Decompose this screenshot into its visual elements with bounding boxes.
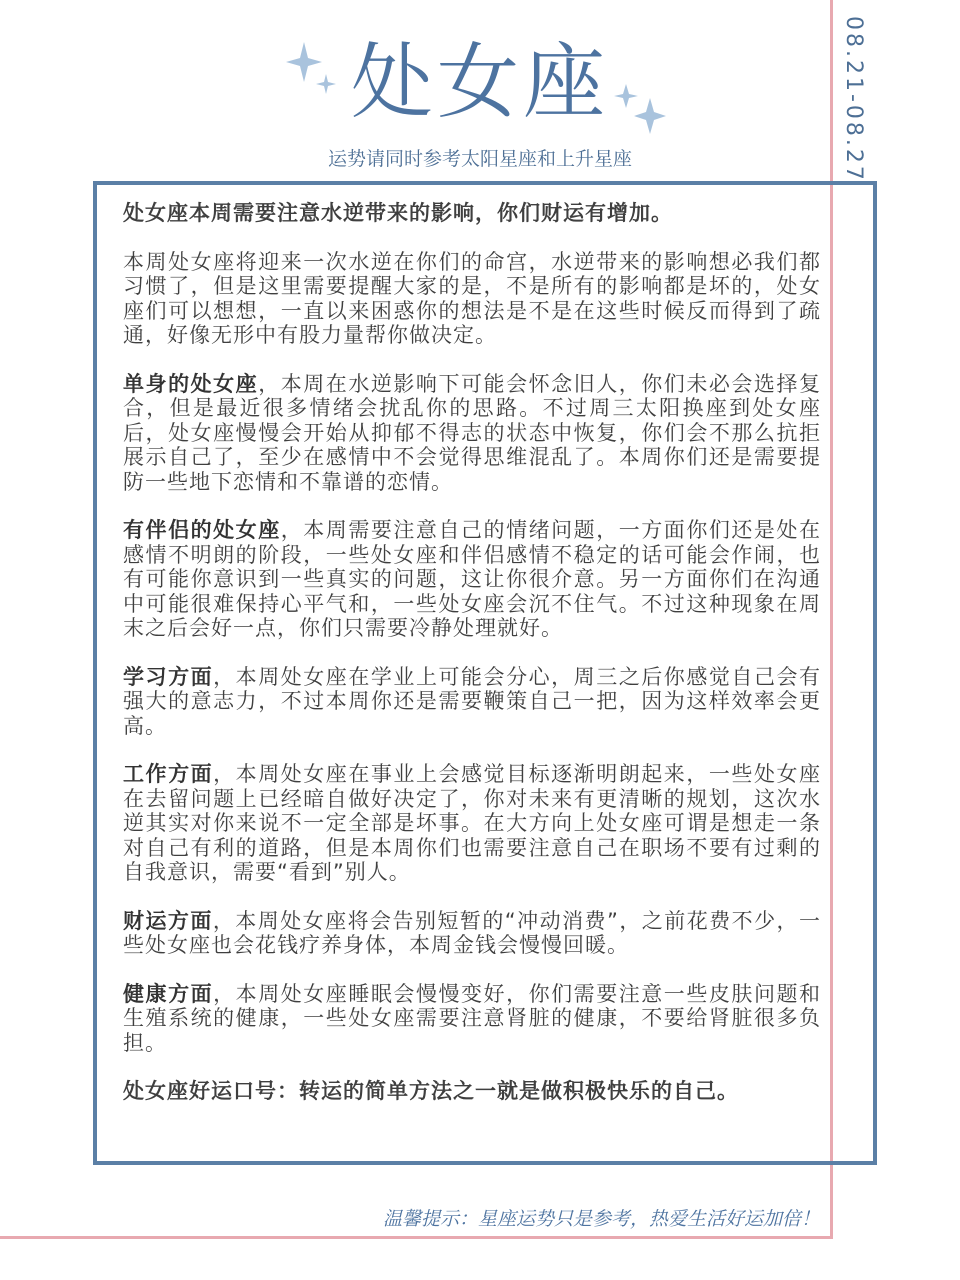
section-text: ，本周处女座将会告别短暂的“冲动消费”，之前花费不少，一些处女座也会花钱疗养身体，本周金钱会慢慢回暖。 bbox=[123, 908, 821, 957]
section-label: 健康方面 bbox=[123, 981, 214, 1006]
section-wealth bbox=[123, 909, 821, 958]
sparkle-icon bbox=[612, 82, 668, 138]
section-label: 学习方面 bbox=[123, 664, 214, 689]
subtitle: 运势请同时参考太阳星座和上升星座 bbox=[327, 148, 632, 170]
page-title: 处女座 bbox=[350, 35, 609, 130]
section-label: 有伴侣的处女座 bbox=[123, 518, 281, 542]
section-label: 单身的处女座 bbox=[123, 371, 259, 396]
footer-tip: 温馨提示：星座运势只是参考，热爱生活好运加倍！ bbox=[382, 1208, 820, 1230]
section-text: ，本周处女座在事业上会感觉目标逐渐明朗起来，一些处女座在去留问题上已经暗自做好决定了，你对未来有更清晰的规划，这次水逆其实对你来说不一定全部是坏事。在大方向上处女座可谓是想走一条对自己有利的道路，但是本周你们也需要注意自己在职场不要有过剩的自我意识，需要“看到”别人。 bbox=[123, 762, 822, 884]
headline: 处女座本周需要注意水逆带来的影响，你们财运有增加。 bbox=[123, 201, 673, 225]
sparkle-icon bbox=[282, 40, 342, 100]
horoscope-content-box bbox=[93, 181, 877, 1165]
section-work bbox=[123, 762, 821, 885]
section-text: ，本周在水逆影响下可能会怀念旧人，你们未必会选择复合，但是最近很多情绪会扰乱你的思路。不过周三太阳换座到处女座后，处女座慢慢会开始从抑郁不得志的状态中恢复，你们会不那么抗拒展示自己了，至少在感情中不会觉得思维混乱了。本周你们还是需要提防一些地下恋情和不靠谱的恋情。 bbox=[123, 371, 822, 494]
section-partnered bbox=[123, 518, 821, 641]
section-text: ，本周需要注意自己的情绪问题，一方面你们还是处在感情不明朗的阶段，一些处女座和伴侣感情不稳定的话可能会作闹，也有可能你意识到一些真实的问题，这让你很介意。另一方面你们在沟通中可能很难保持心平气和，一些处女座会沉不住气。不过这种现象在周末之后会好一点，你们只需要冷静处理就好。 bbox=[123, 518, 821, 640]
section-text: ，本周处女座在学业上可能会分心，周三之后你感觉自己会有强大的意志力，不过本周你还是需要鞭策自己一把，因为这样效率会更高。 bbox=[123, 664, 822, 738]
section-text: ，本周处女座睡眠会慢慢变好，你们需要注意一些皮肤问题和生殖系统的健康，一些处女座需要注意肾脏的健康，不要给肾脏很多负担。 bbox=[123, 981, 822, 1055]
section-single bbox=[123, 372, 821, 495]
section-label: 财运方面 bbox=[123, 908, 213, 933]
section-health bbox=[123, 982, 821, 1056]
date-range: 08.21-08.27 bbox=[841, 16, 866, 183]
decorative-horizontal-line bbox=[0, 1236, 833, 1239]
horoscope-content bbox=[123, 201, 821, 1128]
section-label: 工作方面 bbox=[123, 762, 214, 786]
section-study bbox=[123, 665, 821, 739]
intro-paragraph: 本周处女座将迎来一次水逆在你们的命宫，水逆带来的影响想必我们都习惯了，但是这里需要提醒大家的是，不是所有的影响都是坏的，处女座们可以想想，一直以来困惑你的想法是不是在这些时候反而得到了疏通，好像无形中有股力量帮你做决定。 bbox=[123, 249, 821, 347]
lucky-slogan: 处女座好运口号：转运的简单方法之一就是做积极快乐的自己。 bbox=[123, 1079, 739, 1103]
